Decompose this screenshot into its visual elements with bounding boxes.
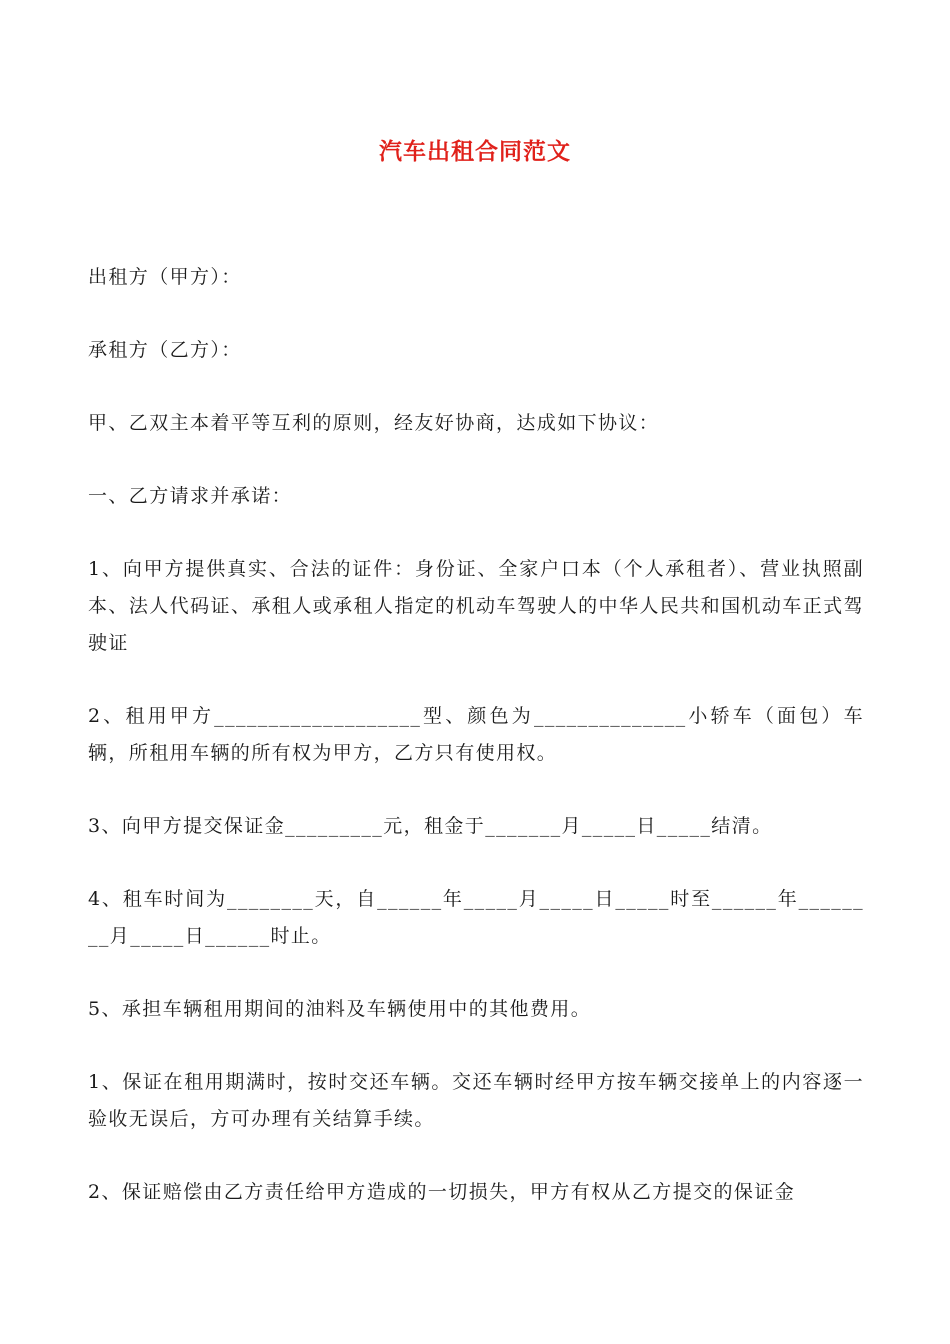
section-heading-lessee-commitments: 一、乙方请求并承诺：: [88, 485, 293, 507]
clause-3-deposit: 3、向甲方提交保证金_________元，租金于_______月_____日_____结清。: [88, 815, 773, 837]
clause-4-rental-period: 4、租车时间为________天，自______年_____月_____日_____时至______年________月_____日______时止。: [88, 888, 864, 947]
document-body: [88, 259, 864, 1247]
document-title: 汽车出租合同范文: [379, 139, 571, 165]
clause-5-costs: 5、承担车辆租用期间的油料及车辆使用中的其他费用。: [88, 998, 592, 1020]
paragraph-lessee: 承租方（乙方）：: [88, 339, 242, 361]
clause-compensation: 2、保证赔偿由乙方责任给甲方造成的一切损失，甲方有权从乙方提交的保证金: [88, 1181, 796, 1203]
clause-return-vehicle: 1、保证在租用期满时，按时交还车辆。交还车辆时经甲方按车辆交接单上的内容逐一验收无误后，方可办理有关结算手续。: [88, 1071, 864, 1130]
clause-1-documents: 1、向甲方提供真实、合法的证件：身份证、全家户口本（个人承租者）、营业执照副本、法人代码证、承租人或承租人指定的机动车驾驶人的中华人民共和国机动车正式驾驶证: [88, 558, 864, 654]
paragraph-lessor: 出租方（甲方）：: [88, 266, 242, 288]
paragraph-preamble: 甲、乙双主本着平等互利的原则，经友好协商，达成如下协议：: [88, 412, 660, 434]
clause-2-vehicle: 2、租用甲方___________________型、颜色为______________小轿车（面包）车辆，所租用车辆的所有权为甲方，乙方只有使用权。: [88, 705, 864, 764]
